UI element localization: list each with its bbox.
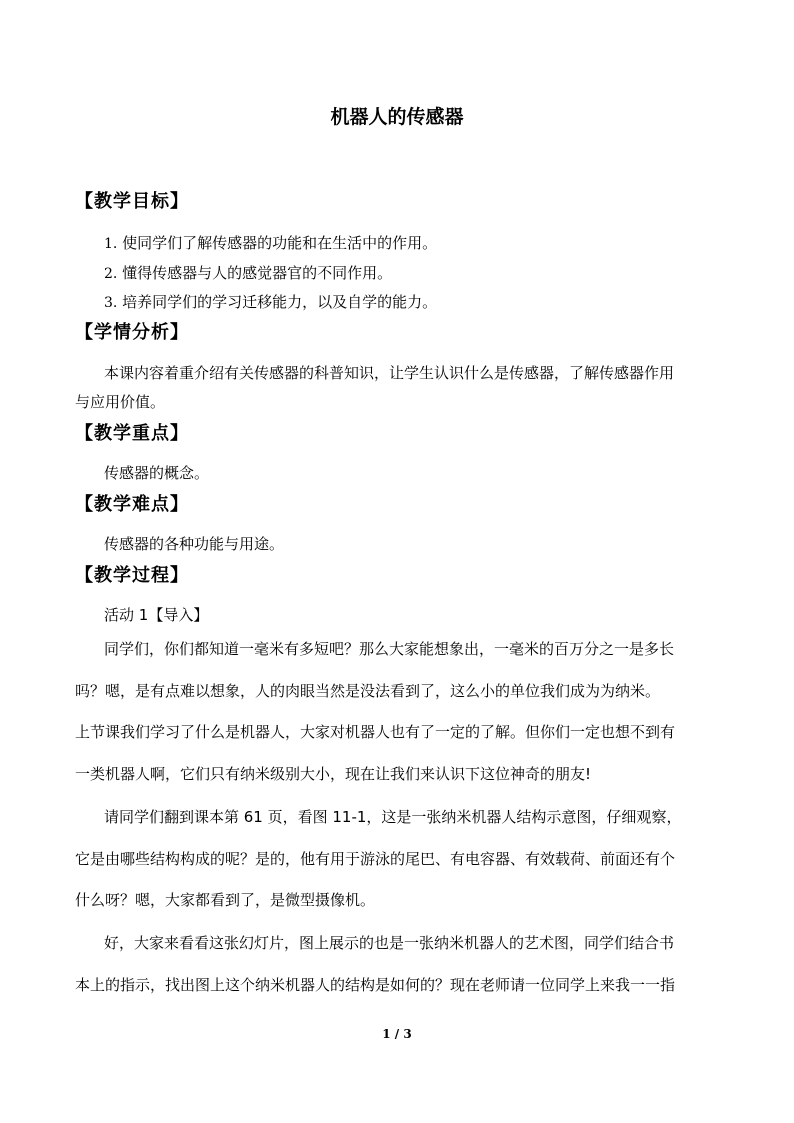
paragraph-2-line-3: 什么呀？嗯，大家都看到了，是微型摄像机。 <box>75 891 376 909</box>
page-indicator: 1 / 3 <box>382 1027 412 1041</box>
goal-item-number: 1. <box>104 236 118 252</box>
section-heading-goals: 【教学目标】 <box>75 191 189 212</box>
paragraph-1-line-2: 吗？嗯，是有点难以想象，人的肉眼当然是没法看到了，这么小的单位我们成为为纳米。 <box>75 682 661 700</box>
activity-tag: 【导入】 <box>148 606 209 624</box>
paragraph-1-line-4: 一类机器人啊，它们只有纳米级别大小，现在让我们来认识下这位神奇的朋友! <box>75 765 592 783</box>
goal-item-number: 2. <box>104 266 118 282</box>
section-heading-process: 【教学过程】 <box>75 565 189 586</box>
paragraph-1-line-3: 上节课我们学习了什么是机器人，大家对机器人也有了一定的了解。但你们一定也想不到有 <box>75 723 676 741</box>
analysis-line-1: 本课内容着重介绍有关传感器的科普知识，让学生认识什么是传感器，了解传感器作用 <box>104 364 675 382</box>
goal-item-text: 懂得传感器与人的感觉器官的不同作用。 <box>122 264 393 282</box>
paragraph-2-line-1: 请同学们翻到课本第 61 页，看图 11-1，这是一张纳米机器人结构示意图，仔细观察， <box>104 808 682 826</box>
goal-item-text: 使同学们了解传感器的功能和在生活中的作用。 <box>122 234 438 252</box>
goal-item-2 <box>104 262 392 285</box>
paragraph-3-line-1: 好，大家来看看这张幻灯片，图上展示的也是一张纳米机器人的艺术图，同学们结合书 <box>104 934 675 952</box>
key-points-text: 传感器的概念。 <box>104 464 210 482</box>
goal-item-1 <box>104 232 437 255</box>
difficulties-text: 传感器的各种功能与用途。 <box>104 535 285 553</box>
goal-item-3 <box>104 291 437 314</box>
goal-item-number: 3. <box>104 295 118 311</box>
goal-item-text: 培养同学们的学习迁移能力，以及自学的能力。 <box>122 293 438 311</box>
section-heading-difficulties: 【教学难点】 <box>75 494 189 515</box>
section-heading-analysis: 【学情分析】 <box>75 322 189 343</box>
page-title: 机器人的传感器 <box>330 106 464 128</box>
paragraph-1-line-1: 同学们，你们都知道一毫米有多短吧？那么大家能想象出，一毫米的百万分之一是多长 <box>104 640 675 658</box>
activity-label: 活动 1 <box>104 606 149 624</box>
section-heading-key-points: 【教学重点】 <box>75 423 189 444</box>
paragraph-3-line-2: 本上的指示，找出图上这个纳米机器人的结构是如何的？现在老师请一位同学上来我一一指 <box>75 976 676 994</box>
activity-line <box>104 604 208 626</box>
paragraph-2-line-2: 它是由哪些结构构成的呢？是的，他有用于游泳的尾巴、有电容器、有效载荷、前面还有个 <box>75 850 676 868</box>
analysis-line-2: 与应用价值。 <box>75 393 166 411</box>
